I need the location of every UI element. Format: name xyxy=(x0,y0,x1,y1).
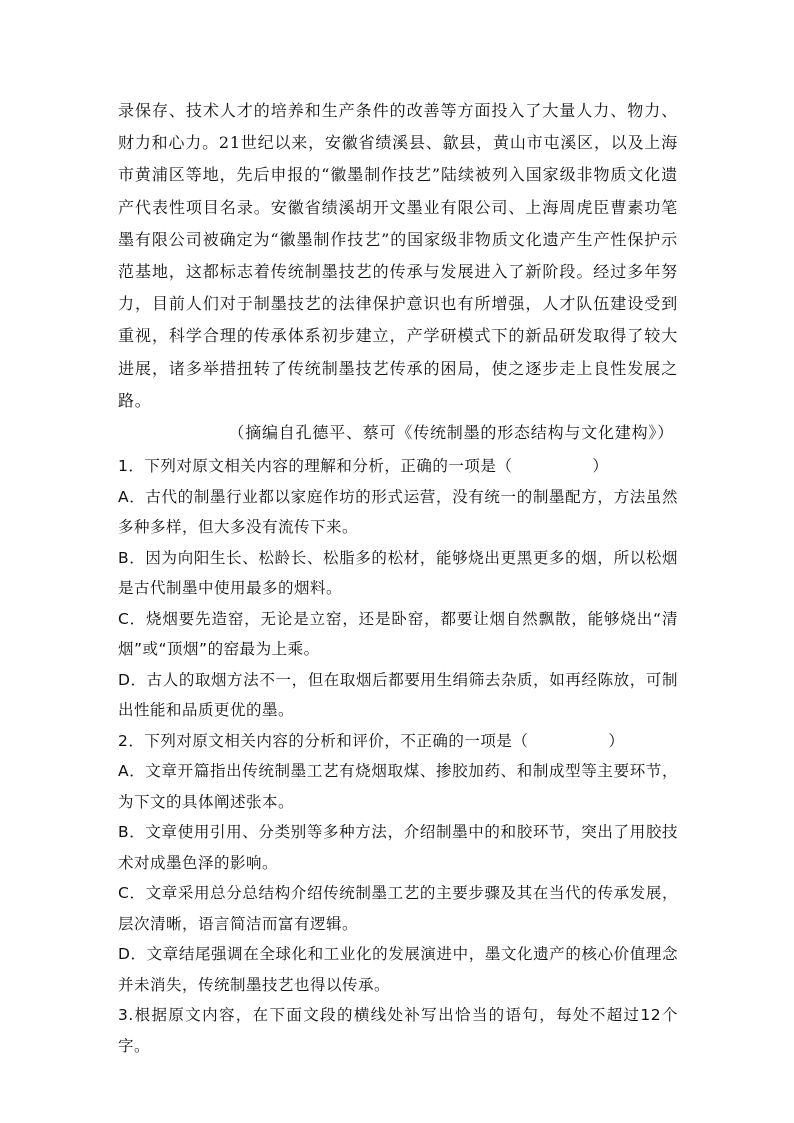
question-2 xyxy=(118,726,678,1001)
option-a: A．古代的制墨行业都以家庭作坊的形式运营，没有统一的制墨配方，方法虽然多种多样，但大多没有流传下来。 xyxy=(118,487,678,537)
page-content xyxy=(118,95,678,1061)
question-stem-text: 2．下列对原文相关内容的分析和评价，不正确的一项是（ xyxy=(118,731,529,750)
passage-source: （摘编自孔德平、蔡可《传统制墨的形态结构与文化建构》） xyxy=(228,423,674,443)
option-c: C．烧烟要先造窑，无论是立窑，还是卧窑，都要让烟自然飘散，能够烧出“清烟”或“顶烟”的窑最为上乘。 xyxy=(118,609,678,659)
question-stem-close: ） xyxy=(592,457,609,476)
passage-paragraph: 录保存、技术人才的培养和生产条件的改善等方面投入了大量人力、物力、财力和心力。21世纪以来，安徽省绩溪县、歙县，黄山市屯溪区，以及上海市黄浦区等地，先后申报的“徽墨制作技艺”陆续被列入国家级非物质文化遗产代表性项目名录。安徽省绩溪胡开文墨业有限公司、上海周虎臣曹素功笔墨有限公司被确定为“徽墨制作技艺”的国家级非物质文化遗产生产性保护示范基地，这都标志着传统制墨技艺的传承与发展进入了新阶段。经过多年努力，目前人们对于制墨技艺的法律保护意识也有所增强，人才队伍建设受到重视，科学合理的传承体系初步建立，产学研模式下的新品研发取得了较大进展，诸多举措扭转了传统制墨技艺传承的困局，使之逐步走上良性发展之路。 xyxy=(118,101,678,410)
option-a: A．文章开篇指出传统制墨工艺有烧烟取煤、掺胶加药、和制成型等主要环节，为下文的具体阐述张本。 xyxy=(118,762,678,811)
option-d: D．古人的取烟方法不一，但在取烟后都要用生绢筛去杂质，如再经陈放，可制出性能和品质更优的墨。 xyxy=(118,670,678,720)
question-1 xyxy=(118,451,678,726)
option-c: C．文章采用总分总结构介绍传统制墨工艺的主要步骤及其在当代的传承发展，层次清晰，语言简洁而富有逻辑。 xyxy=(118,884,678,933)
question-stem xyxy=(118,451,678,482)
reading-passage xyxy=(118,95,678,449)
question-stem-close: ） xyxy=(608,731,625,750)
option-b: B．因为向阳生长、松龄长、松脂多的松材，能够烧出更黑更多的烟，所以松烟是古代制墨中使用最多的烟料。 xyxy=(118,548,678,598)
option-b: B．文章使用引用、分类别等多种方法，介绍制墨中的和胶环节，突出了用胶技术对成墨色泽的影响。 xyxy=(118,823,678,872)
questions-section xyxy=(118,451,678,1061)
question-3 xyxy=(118,1000,678,1061)
option-d: D．文章结尾强调在全球化和工业化的发展演进中，墨文化遗产的核心价值理念并未消失，传统制墨技艺也得以传承。 xyxy=(118,945,678,994)
question-stem xyxy=(118,726,678,757)
question-stem: 3.根据原文内容，在下面文段的横线处补写出恰当的语句，每处不超过12个字。 xyxy=(118,1006,678,1055)
question-stem-text: 1．下列对原文相关内容的理解和分析，正确的一项是（ xyxy=(118,457,513,476)
